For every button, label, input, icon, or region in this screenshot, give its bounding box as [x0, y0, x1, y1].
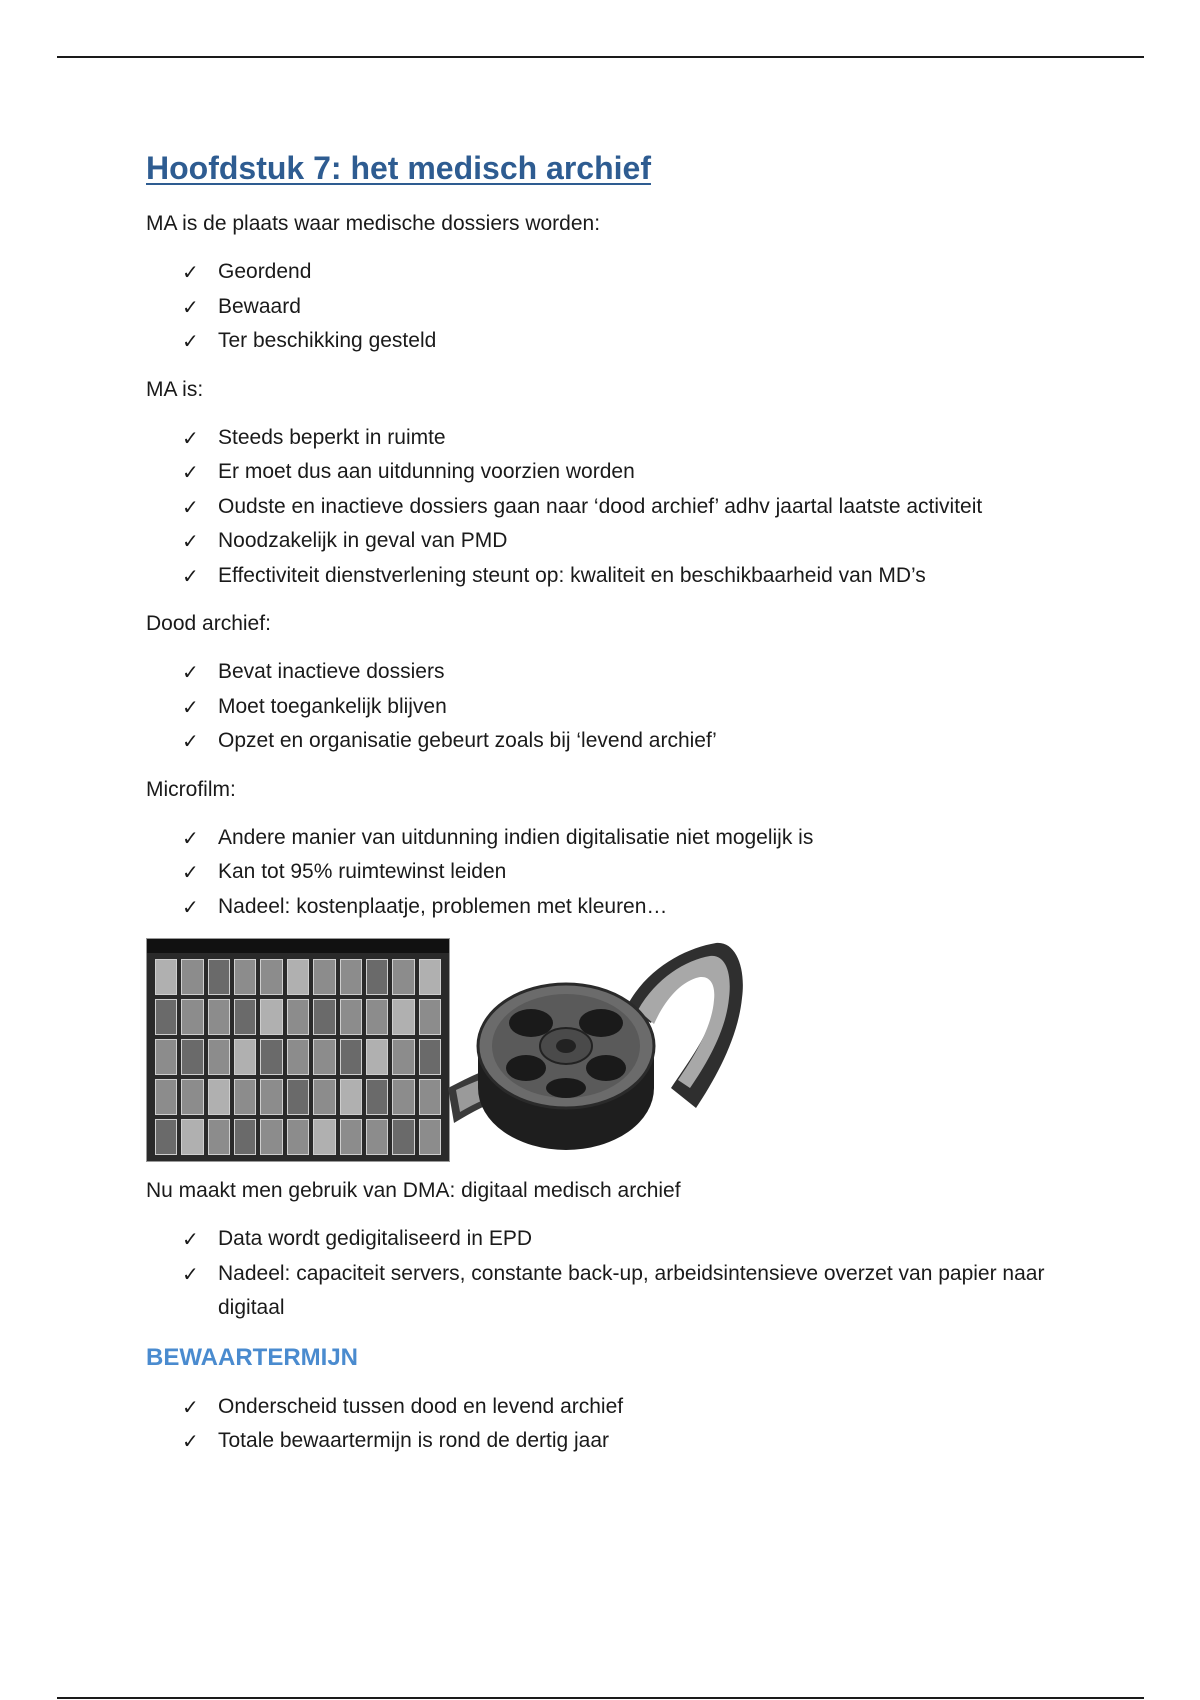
section-intro: Microfilm:	[146, 777, 236, 801]
list-item: ✓ Nadeel: capaciteit servers, constante back-up, arbeidsintensieve overzet van papier naar digitaal	[146, 1257, 1086, 1326]
list-item: ✓ Ter beschikking gesteld	[146, 324, 1086, 359]
checkmark-icon: ✓	[182, 1394, 199, 1419]
section-intro: MA is de plaats waar medische dossiers worden:	[146, 212, 601, 235]
checkmark-icon: ✓	[182, 729, 199, 753]
list-item: ✓ Moet toegankelijk blijven	[146, 690, 1086, 725]
microfilm-figure	[146, 938, 766, 1160]
section-intro: MA is:	[146, 377, 204, 401]
list-item: ✓ Totale bewaartermijn is rond de dertig jaar	[146, 1424, 1086, 1459]
section-heading: BEWAARTERMIJN	[146, 1343, 359, 1371]
checkmark-icon: ✓	[182, 329, 199, 353]
checkmark-icon: ✓	[182, 294, 199, 319]
list-item: ✓ Data wordt gedigitaliseerd in EPD	[146, 1222, 1086, 1257]
page-title: Hoofdstuk 7: het medisch archief	[146, 150, 651, 186]
section-intro: Nu maakt men gebruik van DMA: digitaal medisch archief	[146, 1179, 681, 1202]
checkmark-icon: ✓	[182, 494, 199, 519]
document-body	[146, 146, 1086, 1473]
list-item: ✓ Opzet en organisatie gebeurt zoals bij ‘levend archief’	[146, 724, 1086, 759]
bottom-rule	[57, 1697, 1144, 1699]
list-item: ✓ Onderscheid tussen dood en levend archief	[146, 1390, 1086, 1425]
microfiche-sheet-image	[146, 938, 450, 1162]
list-item: ✓ Geordend	[146, 255, 1086, 290]
list-item: ✓ Nadeel: kostenplaatje, problemen met kleuren…	[146, 890, 1086, 925]
check-list	[146, 1222, 1086, 1326]
checkmark-icon: ✓	[182, 529, 199, 553]
check-list	[146, 255, 1086, 359]
check-list	[146, 421, 1086, 594]
checkmark-icon: ✓	[182, 1227, 199, 1251]
list-item: ✓ Bevat inactieve dossiers	[146, 655, 1086, 690]
top-rule	[57, 56, 1144, 58]
list-item: ✓ Bewaard	[146, 290, 1086, 325]
checkmark-icon: ✓	[182, 563, 199, 588]
list-item: ✓ Andere manier van uitdunning indien digitalisatie niet mogelijk is	[146, 821, 1086, 856]
list-item: ✓ Steeds beperkt in ruimte	[146, 421, 1086, 456]
section-intro: Dood archief:	[146, 612, 271, 635]
checkmark-icon: ✓	[182, 1429, 199, 1453]
checkmark-icon: ✓	[182, 860, 199, 884]
check-list	[146, 655, 1086, 759]
list-item: ✓ Oudste en inactieve dossiers gaan naar ‘dood archief’ adhv jaartal laatste activiteit	[146, 490, 1086, 525]
checkmark-icon: ✓	[182, 694, 199, 719]
list-item: ✓ Kan tot 95% ruimtewinst leiden	[146, 855, 1086, 890]
list-item: ✓ Noodzakelijk in geval van PMD	[146, 524, 1086, 559]
list-item: ✓ Er moet dus aan uitdunning voorzien worden	[146, 455, 1086, 490]
checkmark-icon: ✓	[182, 660, 199, 684]
checkmark-icon: ✓	[182, 425, 199, 450]
check-list	[146, 1390, 1086, 1459]
list-item: ✓ Effectiviteit dienstverlening steunt op: kwaliteit en beschikbaarheid van MD’s	[146, 559, 1086, 594]
check-list	[146, 821, 1086, 925]
film-reel-image	[446, 938, 756, 1160]
checkmark-icon: ✓	[182, 460, 199, 484]
checkmark-icon: ✓	[182, 1261, 199, 1286]
checkmark-icon: ✓	[182, 260, 199, 284]
checkmark-icon: ✓	[182, 825, 199, 850]
checkmark-icon: ✓	[182, 894, 199, 919]
